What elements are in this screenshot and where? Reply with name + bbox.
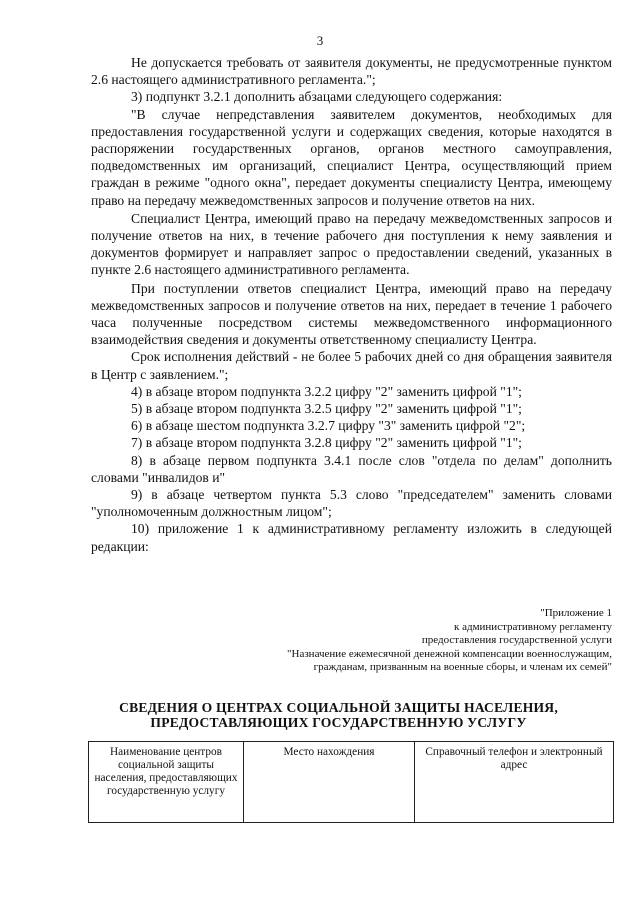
appendix-header <box>192 607 612 675</box>
paragraph: Специалист Центра, имеющий право на передачу межведомственных запросов и получение ответов на них, в течение рабочего дня поступления к нему заявления и документов формирует и направляет запрос о предоставлении сведений, указанных в пункте 2.6 настоящего административного регламента. <box>91 210 612 278</box>
centers-table <box>88 741 614 823</box>
appendix-header-line: к административному регламенту <box>454 620 612 633</box>
paragraph: 4) в абзаце втором подпункта 3.2.2 цифру "2" заменить цифрой "1"; <box>131 383 522 399</box>
paragraph: "В случае непредставления заявителем документов, необходимых для предоставления государственной услуги и содержащих сведения, которые находятся в распоряжении государственных органов, органов местного самоуправления, подведомственных им организаций, специалист Центра, осуществляющий прием граждан в режиме "одного окна", передает документы специалисту Центра, имеющему право на передачу межведомственных запросов и получение ответов на них. <box>91 106 612 208</box>
table-heading-line: СВЕДЕНИЯ О ЦЕНТРАХ СОЦИАЛЬНОЙ ЗАЩИТЫ НАСЕЛЕНИЯ, <box>119 700 558 715</box>
appendix-header-line: "Назначение ежемесячной денежной компенсации военнослужащим, <box>287 647 612 660</box>
appendix-header-line: предоставления государственной услуги <box>421 634 612 647</box>
table-heading <box>91 700 586 730</box>
paragraph: 3) подпункт 3.2.1 дополнить абзацами следующего содержания: <box>131 89 503 105</box>
table-header-row <box>89 742 614 823</box>
document-body <box>91 54 612 555</box>
page-number: 3 <box>316 33 324 48</box>
paragraph: 5) в абзаце втором подпункта 3.2.5 цифру "2" заменить цифрой "1"; <box>131 401 522 417</box>
table-heading-line: ПРЕДОСТАВЛЯЮЩИХ ГОСУДАРСТВЕННУЮ УСЛУГУ <box>150 715 527 730</box>
paragraph: 8) в абзаце первом подпункта 3.4.1 после слов "отдела по делам" дополнить словами "инвалидов и" <box>91 452 612 485</box>
paragraph: Не допускается требовать от заявителя документы, не предусмотренные пунктом 2.6 настоящего административного регламента."; <box>91 55 612 88</box>
paragraph: 9) в абзаце четвертом пункта 5.3 слово "председателем" заменить словами "уполномоченным должностным лицом"; <box>91 487 612 520</box>
paragraph: 7) в абзаце втором подпункта 3.2.8 цифру "2" заменить цифрой "1"; <box>131 435 522 451</box>
table-header-cell-location: Место нахождения <box>244 742 415 823</box>
table-header-cell-name: Наименование центров социальной защиты населения, предоставляющих государственную услугу <box>89 742 244 823</box>
paragraph: При поступлении ответов специалист Центра, имеющий право на передачу межведомственных запросов и получение ответов на них, передает в течение 1 рабочего часа полученные посредством системы межведомственного информационного взаимодействия сведения и документы ответственному специалисту Центра. <box>91 280 612 348</box>
table-header-cell-contacts: Справочный телефон и электронный адрес <box>415 742 614 823</box>
paragraph: Срок исполнения действий - не более 5 рабочих дней со дня обращения заявителя в Центр с заявлением."; <box>91 349 612 382</box>
paragraph: 10) приложение 1 к административному регламенту изложить в следующей редакции: <box>91 521 612 554</box>
paragraph: 6) в абзаце шестом подпункта 3.2.7 цифру "3" заменить цифрой "2"; <box>131 418 526 434</box>
appendix-header-line: "Приложение 1 <box>540 607 612 619</box>
appendix-header-line: гражданам, призванным на военные сборы, и членам их семей" <box>313 661 612 674</box>
